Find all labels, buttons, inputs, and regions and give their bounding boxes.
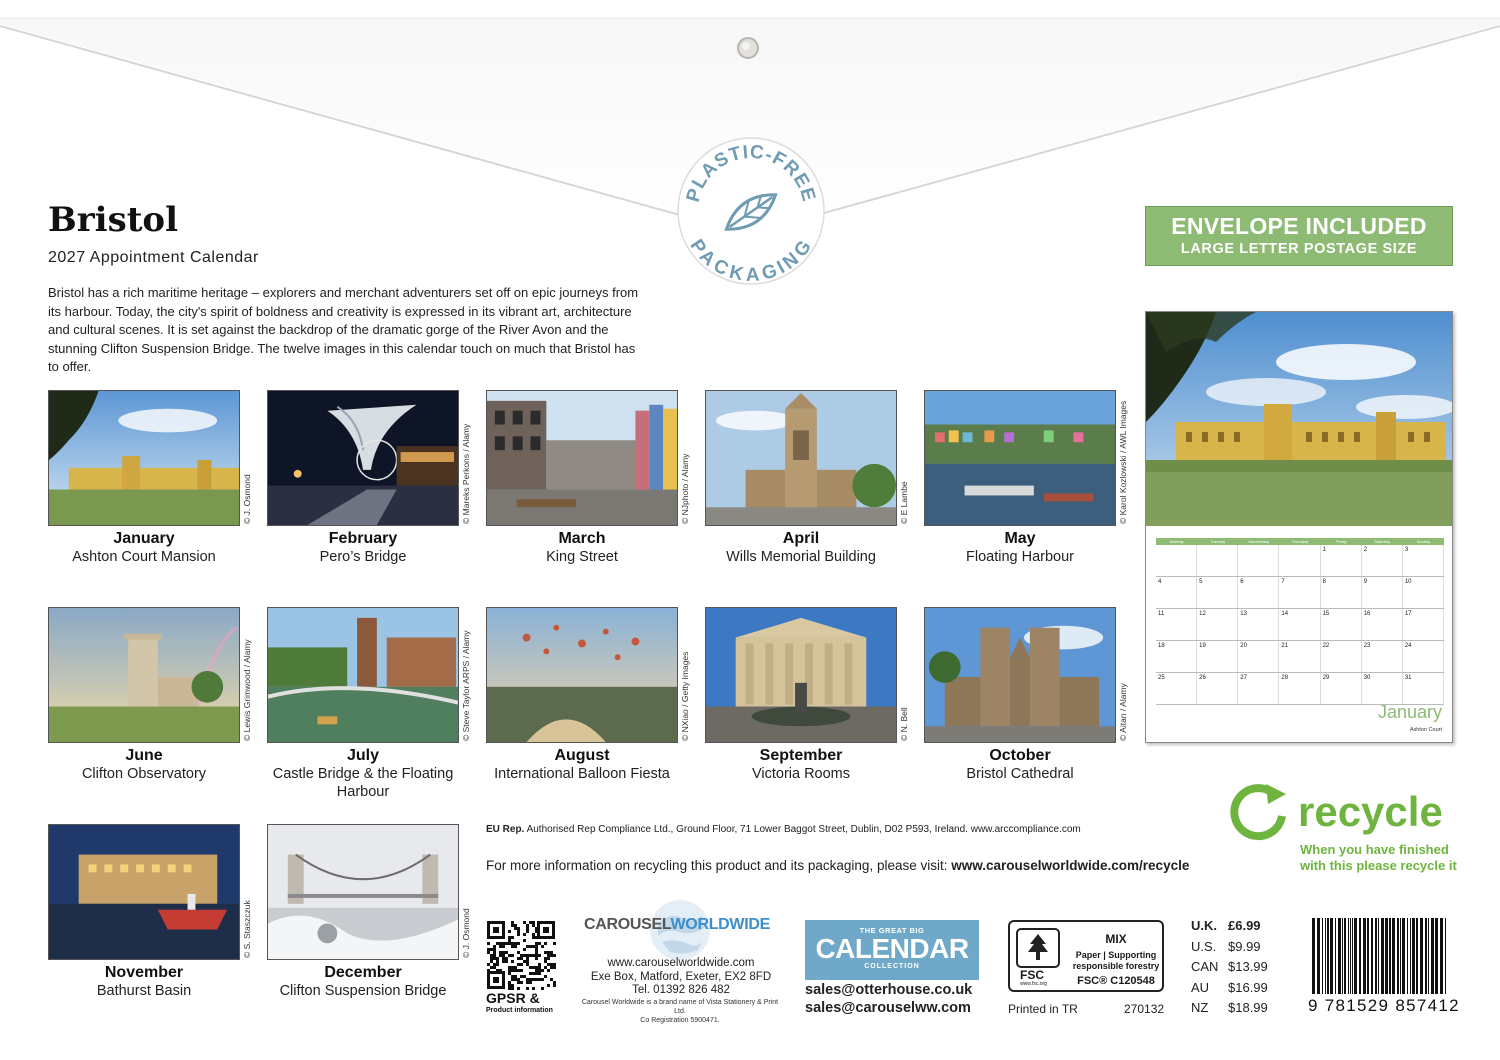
- preview-day-cell: 29: [1321, 673, 1362, 704]
- photo-credit: © Steve Taylor ARPS / Alamy: [461, 630, 471, 741]
- carousel-logo: [584, 916, 770, 934]
- preview-caption: Ashton Court: [1409, 727, 1442, 733]
- preview-weekday: Wednesday: [1248, 539, 1270, 544]
- fsc-logo-text: FSC: [1020, 968, 1044, 982]
- preview-weekday: Sunday: [1416, 539, 1431, 544]
- preview-day-cell: 24: [1403, 641, 1444, 672]
- eu-rep-address: Authorised Rep Compliance Ltd., Ground Floor, 71 Lower Baggot Street, Dublin, D02 P593, Ireland. www.arccompliance.com: [526, 824, 1081, 835]
- preview-weekday: Thursday: [1291, 539, 1309, 544]
- recycle-icon: [1226, 782, 1296, 842]
- photo-credit: © Lewis Grimwood / Alamy: [242, 639, 252, 741]
- gbc-bottom: COLLECTION: [864, 963, 920, 970]
- barcode-icon: [1310, 918, 1450, 994]
- fsc-label: [1008, 920, 1164, 992]
- preview-photo: [1146, 312, 1452, 526]
- price-country: U.K.: [1191, 918, 1217, 933]
- preview-day-cell: 23: [1362, 641, 1403, 672]
- preview-day-cell: 4: [1156, 577, 1197, 608]
- calendar-title: Bristol: [48, 200, 179, 240]
- envelope-included-banner: [1145, 206, 1453, 266]
- preview-day-cell: 31: [1403, 673, 1444, 704]
- month-caption: Bristol Cathedral: [966, 766, 1074, 782]
- preview-weekday: Saturday: [1374, 539, 1391, 544]
- price-value: $9.99: [1228, 938, 1261, 954]
- preview-day-cell: 19: [1197, 641, 1238, 672]
- preview-day-cell: 15: [1321, 609, 1362, 640]
- fsc-mix: MIX: [1105, 932, 1127, 946]
- photo-credit: © J. Osmond: [461, 908, 471, 958]
- price-value: £6.99: [1228, 918, 1261, 933]
- month-photo-december: [267, 824, 459, 960]
- badge-top-text: PLASTIC-FREE: [682, 141, 820, 205]
- calendar-subtitle: 2027 Appointment Calendar: [48, 249, 259, 266]
- printed-in: Printed in TR: [1008, 1002, 1078, 1016]
- preview-day-cell: 8: [1321, 577, 1362, 608]
- month-photo-october: [924, 607, 1116, 743]
- recycle-line-1: When you have finished: [1300, 842, 1449, 857]
- great-big-calendar-logo: [805, 920, 979, 980]
- recycle-message: [1300, 842, 1457, 874]
- preview-month-grid: [1156, 538, 1444, 705]
- preview-day-cell: [1156, 545, 1197, 576]
- envelope-title: ENVELOPE INCLUDED: [1171, 213, 1427, 239]
- preview-week-row: [1156, 641, 1444, 673]
- carousel-logo-a: CAROUSEL: [584, 916, 671, 933]
- carousel-web[interactable]: www.carouselworldwide.com: [607, 957, 755, 969]
- preview-day-cell: 12: [1197, 609, 1238, 640]
- preview-week-row: [1156, 673, 1444, 705]
- month-caption: Pero’s Bridge: [319, 549, 407, 565]
- photo-credit: © Karol Kozlowski / AWL Images: [1118, 400, 1128, 524]
- month-caption: Floating Harbour: [966, 549, 1074, 565]
- recycling-url[interactable]: www.carouselworldwide.com/recycle: [951, 858, 1190, 873]
- preview-day-cell: 22: [1321, 641, 1362, 672]
- preview-day-cell: 14: [1279, 609, 1320, 640]
- recycling-info: [486, 858, 1189, 873]
- preview-week-row: [1156, 545, 1444, 577]
- preview-day-cell: 20: [1238, 641, 1279, 672]
- month-name: October: [989, 747, 1051, 764]
- price-country: U.S.: [1191, 938, 1217, 954]
- month-name: September: [759, 747, 843, 764]
- month-caption: Victoria Rooms: [751, 766, 851, 782]
- carousel-logo-b: WORLDWIDE: [670, 916, 771, 933]
- preview-day-cell: 30: [1362, 673, 1403, 704]
- preview-weekday: Tuesday: [1210, 539, 1226, 544]
- calendar-page-preview: [1145, 311, 1453, 743]
- month-photo-august: [486, 607, 678, 743]
- preview-day-cell: 10: [1403, 577, 1444, 608]
- preview-week-row: [1156, 609, 1444, 641]
- badge-bottom-text: PACKAGING: [685, 235, 817, 286]
- price-value: $18.99: [1228, 1000, 1268, 1015]
- price-value: $13.99: [1228, 959, 1268, 974]
- month-photo-april: [705, 390, 897, 526]
- photo-credit: © J. Osmond: [242, 474, 252, 524]
- intro-text: Bristol has a rich maritime heritage – explorers and merchant adventurers set off on epic journeys from its harbour. Today, the city's spirit of boldness and creativity is expressed in its vibrant art, architecture and cultural scenes. It is set against the backdrop of the dramatic gorge of the River Avon and the stunning Clifton Suspension Bridge. The twelve images in this calendar touch on much that Bristol has to offer.: [48, 285, 639, 374]
- recycling-info-text: For more information on recycling this product and its packaging, please visit:: [486, 858, 948, 873]
- barcode-number: 9 781529 857412: [1308, 996, 1460, 1015]
- eu-rep-label: EU Rep.: [486, 824, 525, 835]
- preview-weekday-header: [1156, 538, 1444, 545]
- preview-day-cell: 21: [1279, 641, 1320, 672]
- month-name: July: [346, 747, 379, 764]
- recycle-word: recycle: [1298, 788, 1443, 835]
- preview-day-cell: 17: [1403, 609, 1444, 640]
- month-name: January: [113, 530, 175, 547]
- month-name: November: [104, 964, 184, 981]
- qr-code-icon[interactable]: [486, 920, 556, 990]
- preview-day-cell: 9: [1362, 577, 1403, 608]
- photo-credit: © N. Bell: [899, 707, 909, 741]
- preview-day-cell: 2: [1362, 545, 1403, 576]
- photo-credit: © E Lambe: [899, 481, 909, 524]
- gpsr-sublabel: Product information: [486, 1007, 553, 1014]
- preview-day-cell: 3: [1403, 545, 1444, 576]
- carousel-fine-print: [580, 998, 780, 1025]
- preview-day-cell: [1197, 545, 1238, 576]
- month-photo-february: [267, 390, 459, 526]
- preview-day-cell: 11: [1156, 609, 1197, 640]
- price-country: AU: [1191, 979, 1210, 995]
- preview-day-cell: [1238, 545, 1279, 576]
- preview-day-cell: 5: [1197, 577, 1238, 608]
- month-caption: Clifton Suspension Bridge: [279, 983, 447, 999]
- eu-rep-text: [486, 824, 1081, 835]
- preview-day-cell: 25: [1156, 673, 1197, 704]
- recycle-line-2: with this please recycle it: [1300, 858, 1457, 873]
- fsc-tree-icon: [1016, 928, 1060, 968]
- fsc-line-2: responsible forestry: [1072, 961, 1160, 971]
- month-name: May: [1004, 530, 1036, 547]
- fsc-code: FSC® C120548: [1077, 975, 1155, 987]
- gbc-main: CALENDAR: [815, 933, 969, 964]
- month-name: December: [324, 964, 402, 981]
- photo-credit: © NJphoto / Alamy: [680, 453, 690, 524]
- preview-day-cell: 28: [1279, 673, 1320, 704]
- envelope-subtitle: LARGE LETTER POSTAGE SIZE: [1180, 241, 1418, 257]
- preview-day-cell: 16: [1362, 609, 1403, 640]
- month-caption: Bathurst Basin: [96, 983, 192, 999]
- carousel-address: [584, 957, 778, 998]
- month-caption: Clifton Observatory: [81, 766, 207, 782]
- preview-day-cell: 18: [1156, 641, 1197, 672]
- gpsr-label: GPSR &: [486, 990, 540, 1006]
- month-photo-june: [48, 607, 240, 743]
- fsc-site: www.fsc.org: [1020, 981, 1047, 987]
- month-name: March: [558, 530, 606, 547]
- preview-day-cell: 1: [1321, 545, 1362, 576]
- preview-month-label: January: [1377, 702, 1442, 722]
- preview-day-cell: 26: [1197, 673, 1238, 704]
- preview-day-cell: [1279, 545, 1320, 576]
- month-caption: Castle Bridge & the Floating Harbour: [272, 766, 454, 800]
- carousel-street: Exe Box, Matford, Exeter, EX2 8FD: [590, 970, 772, 983]
- month-name: February: [328, 530, 398, 547]
- fsc-line-1: Paper | Supporting: [1075, 950, 1157, 960]
- preview-day-cell: 6: [1238, 577, 1279, 608]
- month-caption: Ashton Court Mansion: [72, 549, 216, 565]
- month-photo-september: [705, 607, 897, 743]
- price-country: CAN: [1191, 959, 1219, 974]
- month-name: June: [125, 747, 163, 764]
- carousel-fine-2: Co Registration 5900471.: [640, 1017, 720, 1024]
- preview-week-row: [1156, 577, 1444, 609]
- preview-weekday: Friday: [1335, 539, 1347, 544]
- preview-day-cell: 13: [1238, 609, 1279, 640]
- month-photo-may: [924, 390, 1116, 526]
- month-photo-march: [486, 390, 678, 526]
- month-photo-july: [267, 607, 459, 743]
- month-name: August: [554, 747, 610, 764]
- product-code: 270132: [1124, 1002, 1165, 1016]
- carousel-tel: Tel. 01392 826 482: [632, 984, 730, 996]
- month-caption: King Street: [546, 549, 618, 565]
- sales-email-carousel[interactable]: sales@carouselww.com: [805, 1000, 971, 1016]
- price-country: NZ: [1191, 1000, 1209, 1015]
- month-photo-november: [48, 824, 240, 960]
- preview-weekday: Monday: [1169, 539, 1184, 544]
- preview-day-cell: 7: [1279, 577, 1320, 608]
- month-caption: Wills Memorial Building: [726, 549, 876, 565]
- price-value: $16.99: [1228, 979, 1268, 995]
- month-photo-january: [48, 390, 240, 526]
- month-caption: International Balloon Fiesta: [494, 766, 670, 782]
- preview-day-cell: 27: [1238, 673, 1279, 704]
- plastic-free-badge: [676, 136, 826, 286]
- carousel-fine-1: Carousel Worldwide is a brand name of Vista Stationery & Print Ltd.: [581, 999, 779, 1015]
- photo-credit: © Aitan / Alamy: [1118, 683, 1128, 741]
- month-name: April: [782, 530, 820, 547]
- photo-credit: © S. Staszczuk: [242, 900, 252, 958]
- photo-credit: © Mareks Perkons / Alamy: [461, 423, 471, 524]
- photo-credit: © NXiao / Getty Images: [680, 651, 690, 741]
- sales-email-otterhouse[interactable]: sales@otterhouse.co.uk: [805, 982, 973, 998]
- gbc-top: THE GREAT BIG: [859, 926, 925, 935]
